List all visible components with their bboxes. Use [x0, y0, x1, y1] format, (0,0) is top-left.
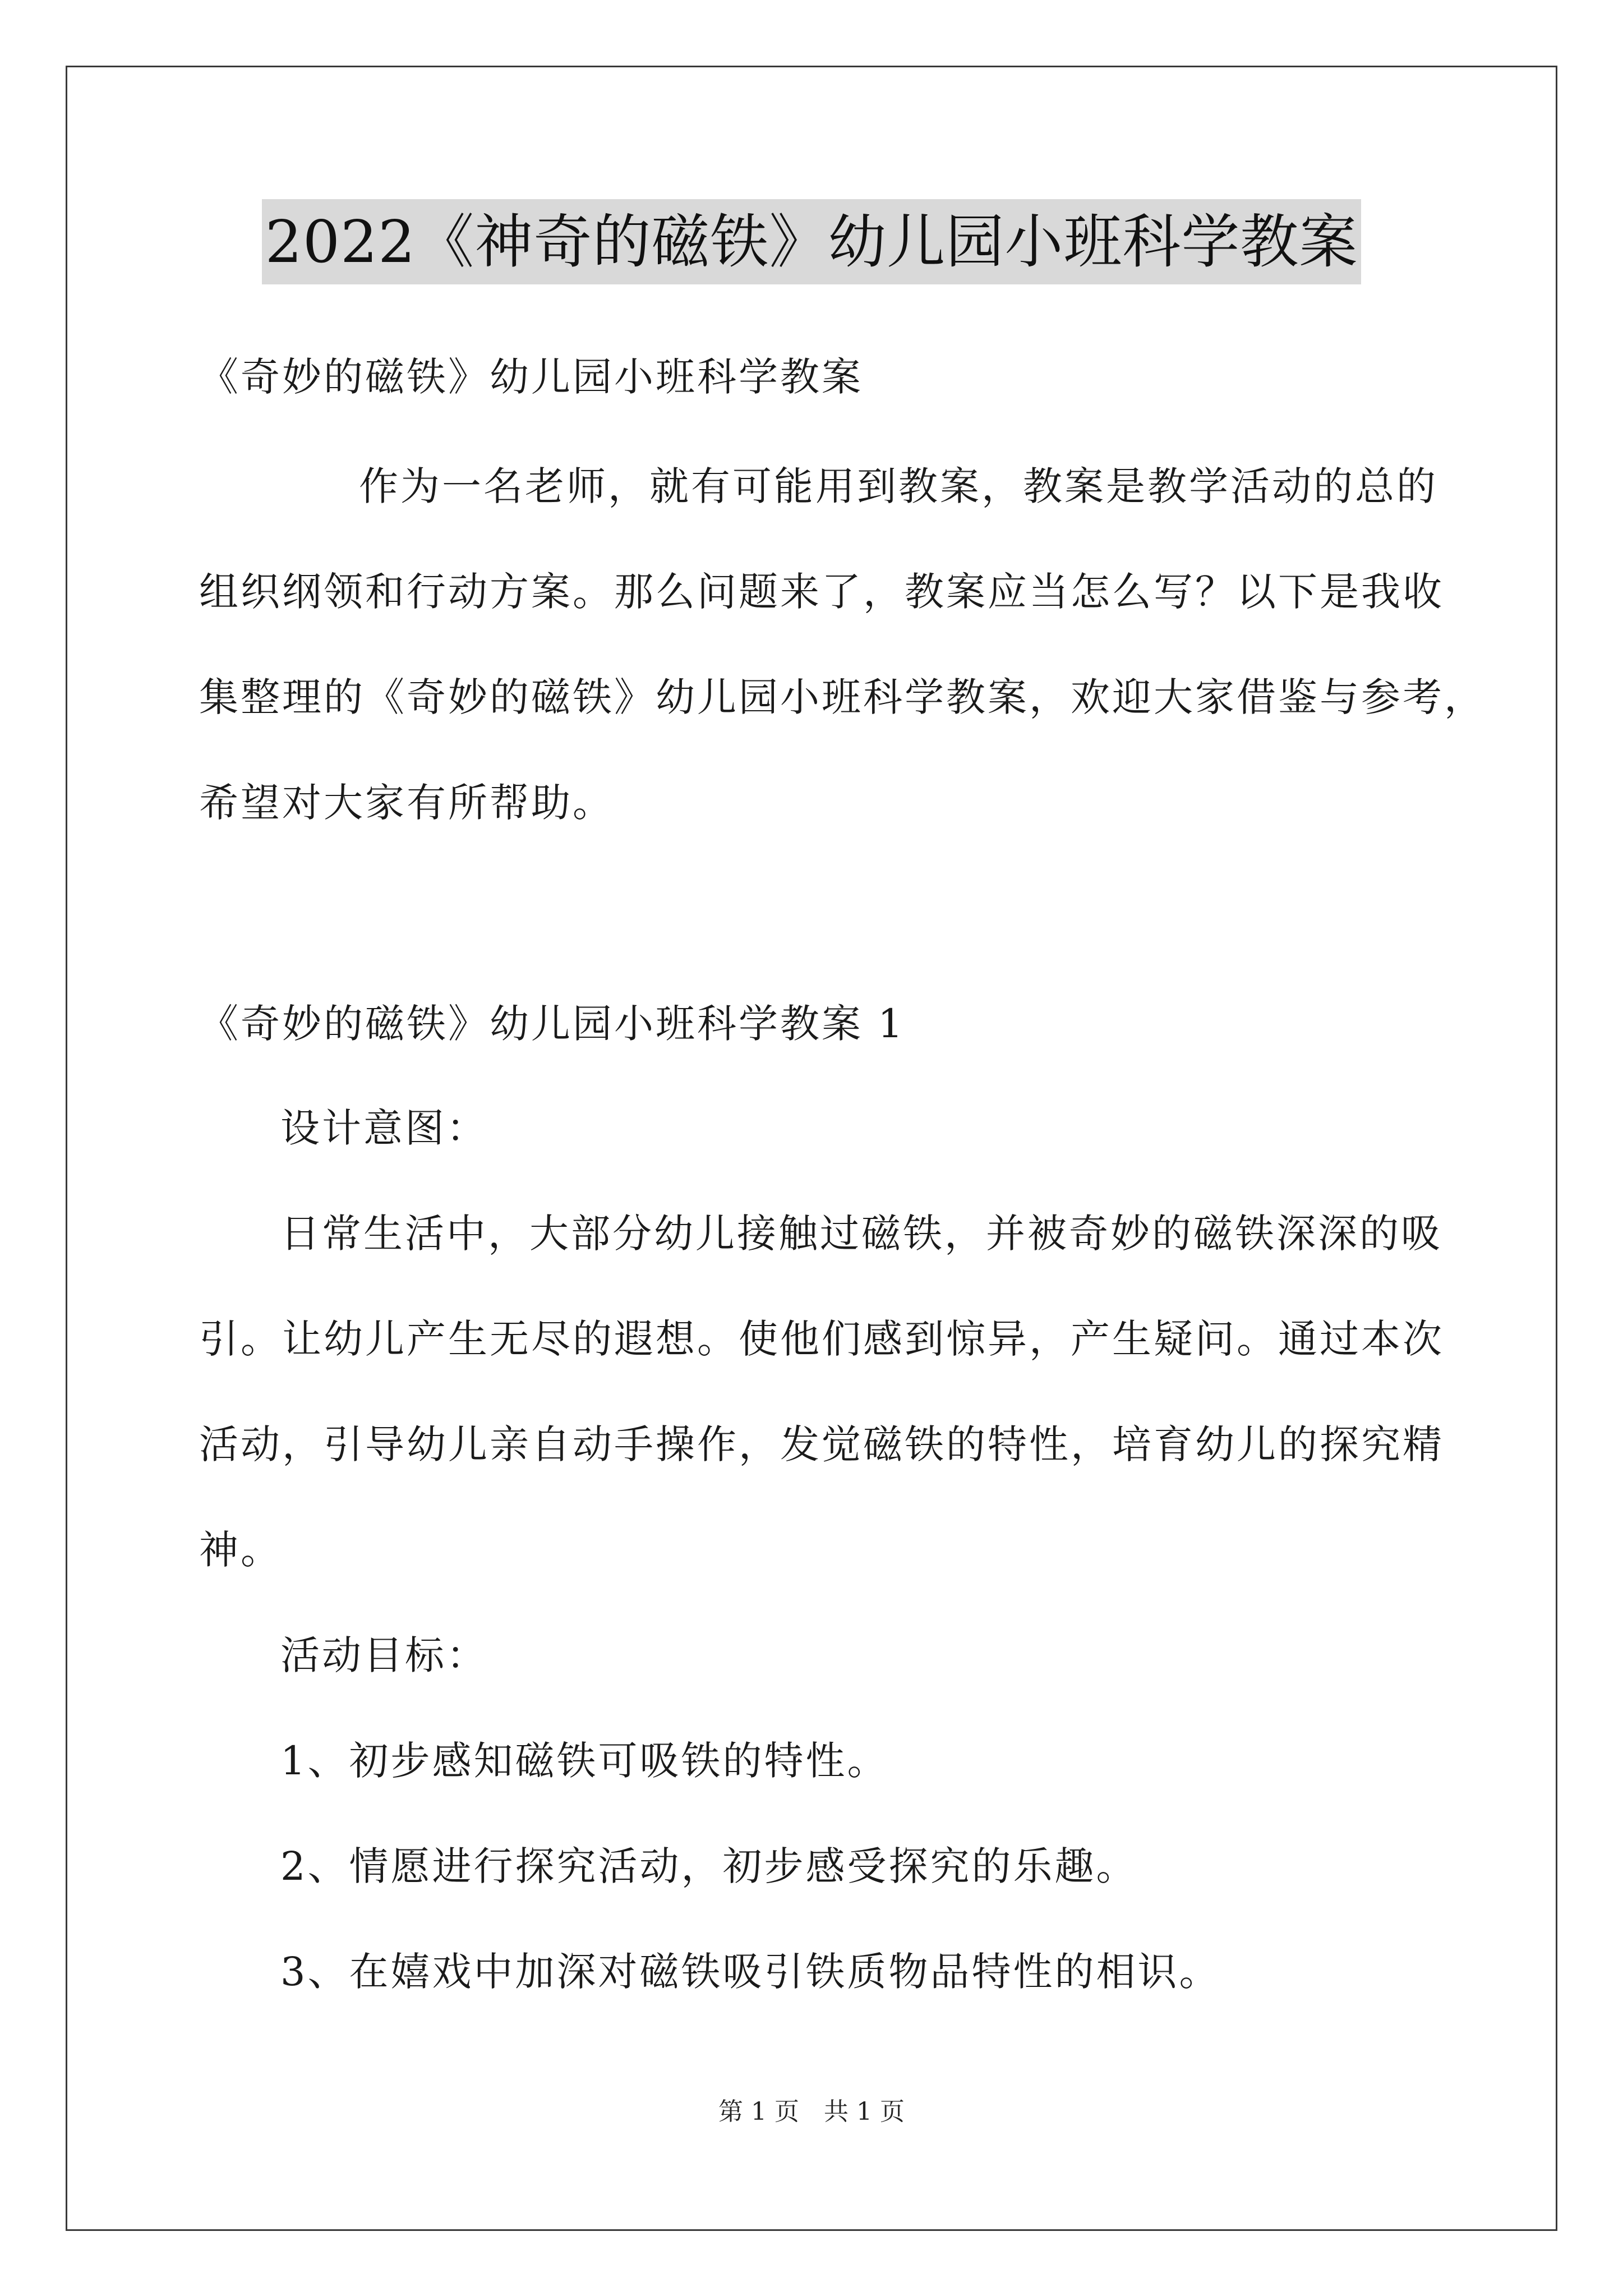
- intro-line-1: 作为一名老师，就有可能用到教案，教案是教学活动的总的: [359, 463, 1438, 509]
- design-line-1: 日常生活中，大部分幼儿接触过磁铁，并被奇妙的磁铁深深的吸: [280, 1211, 1442, 1257]
- goal-item-2: 2、情愿进行探究活动，初步感受探究的乐趣。: [280, 1843, 1138, 1889]
- goal-item-1: 1、初步感知磁铁可吸铁的特性。: [280, 1738, 889, 1784]
- title-container: [0, 199, 1623, 284]
- design-line-3: 活动，引导幼儿亲自动手操作，发觉磁铁的特性，培育幼儿的探究精: [199, 1421, 1444, 1467]
- design-line-4: 神。: [199, 1527, 282, 1573]
- document-subtitle: 《奇妙的磁铁》幼儿园小班科学教案: [199, 354, 863, 400]
- page-footer: 第 1 页 共 1 页: [718, 2097, 905, 2126]
- goal-item-3: 3、在嬉戏中加深对磁铁吸引铁质物品特性的相识。: [280, 1949, 1221, 1995]
- design-line-2: 引。让幼儿产生无尽的遐想。使他们感到惊异，产生疑问。通过本次: [199, 1316, 1444, 1362]
- intro-line-3: 集整理的《奇妙的磁铁》幼儿园小班科学教案，欢迎大家借鉴与参考，: [199, 674, 1486, 720]
- intro-line-2: 组织纲领和行动方案。那么问题来了，教案应当怎么写？以下是我收: [199, 569, 1444, 615]
- section-title: 《奇妙的磁铁》幼儿园小班科学教案 1: [199, 1001, 905, 1047]
- goals-heading: 活动目标：: [280, 1632, 488, 1678]
- design-heading: 设计意图：: [280, 1105, 488, 1151]
- intro-line-4: 希望对大家有所帮助。: [199, 780, 614, 826]
- document-title: 2022《神奇的磁铁》幼儿园小班科学教案: [262, 199, 1362, 284]
